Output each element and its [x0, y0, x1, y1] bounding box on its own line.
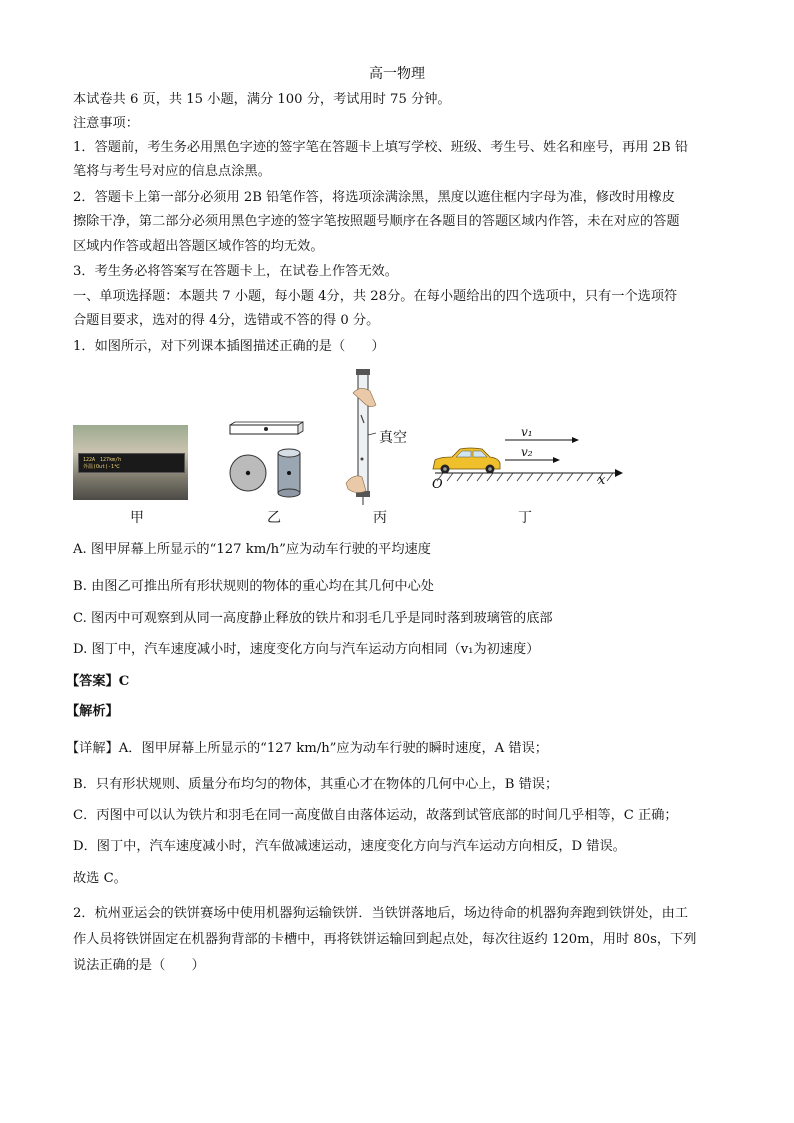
- section-heading: 一、单项选择题：本题共 7 小题，每小题 4分，共 28分。在每小题给出的四个选项中，只有一个选项符: [73, 289, 678, 304]
- notice-1: 1．答题前，考生务必用黑色字迹的签字笔在答题卡上填写学校、班级、考生号、姓名和座号，再用 2B 铅: [73, 140, 689, 155]
- car-velocity-diagram: [433, 437, 623, 481]
- question-2-stem: 2．杭州亚运会的铁饼赛场中使用机器狗运输铁饼．当铁饼落地后，场边待命的机器狗奔跑到铁饼处，由工: [73, 906, 689, 921]
- x-axis-label: x: [598, 473, 606, 488]
- label-ding: 丁: [518, 510, 532, 526]
- analysis-heading: 【解析】: [66, 704, 119, 719]
- label-yi: 乙: [267, 510, 281, 526]
- option-a: A. 图甲屏幕上所显示的“127 km/h”应为动车行驶的平均速度: [73, 542, 431, 557]
- vacuum-tube: [346, 369, 376, 505]
- label-jia: 甲: [130, 510, 144, 526]
- notice-2: 2．答题卡上第一部分必须用 2B 铅笔作答，将选项涂满涂黑，黑度以遮住框内字母为准，修改时用橡皮: [73, 190, 675, 205]
- section-heading-cont: 合题目要求，选对的得 4分，选错或不答的得 0 分。: [73, 313, 380, 328]
- option-c: C. 图丙中可观察到从同一高度静止释放的铁片和羽毛几乎是同时落到玻璃管的底部: [73, 611, 553, 626]
- center-of-gravity-drawings: [230, 422, 303, 497]
- screen-text-1: 122A 127km/h: [83, 457, 122, 463]
- exam-intro: 本试卷共 6 页，共 15 小题，满分 100 分，考试用时 75 分钟。: [73, 92, 451, 107]
- v2-label: v₂: [521, 445, 533, 459]
- question-1-figure: [70, 365, 630, 530]
- question-2-stem-cont2: 说法正确的是（ ）: [73, 958, 205, 973]
- figure-drawings: [70, 365, 630, 505]
- vacuum-label: 真空: [379, 430, 407, 446]
- choose-conclusion: 故选 C。: [73, 871, 127, 886]
- detail-c: C．丙图中可以认为铁片和羽毛在同一高度做自由落体运动，故落到试管底部的时间几乎相等，C 正确；: [73, 808, 678, 823]
- exam-title: 高一物理: [369, 66, 425, 82]
- screen-text-2: 外温(Out)-1℃: [83, 464, 120, 470]
- notice-2-cont: 擦除干净，第二部分必须用黑色字迹的签字笔按照题号顺序在各题目的答题区域内作答，未在对应的答题: [73, 214, 680, 229]
- question-1-stem: 1．如图所示，对下列课本插图描述正确的是（ ）: [73, 339, 385, 354]
- detail-d: D．图丁中，汽车速度减小时，汽车做减速运动，速度变化方向与汽车运动方向相反，D 错误。: [73, 839, 626, 854]
- detail-b: B．只有形状规则、质量分布均匀的物体，其重心才在物体的几何中心上，B 错误；: [73, 777, 559, 792]
- answer: 【答案】C: [66, 674, 130, 689]
- notice-2-cont2: 区域内作答或超出答题区域作答的均无效。: [73, 239, 324, 254]
- detail-a: 【详解】A．图甲屏幕上所显示的“127 km/h”应为动车行驶的瞬时速度，A 错误；: [66, 741, 548, 756]
- notice-3: 3．考生务必将答案写在答题卡上，在试卷上作答无效。: [73, 264, 398, 279]
- notice-1-cont: 笔将与考生号对应的信息点涂黑。: [73, 164, 271, 179]
- v1-label: v₁: [521, 425, 533, 439]
- label-bing: 丙: [373, 510, 387, 526]
- origin-label: O: [432, 477, 443, 492]
- option-d: D. 图丁中，汽车速度减小时，速度变化方向与汽车运动方向相同（v₁为初速度）: [73, 642, 540, 657]
- question-2-stem-cont: 作人员将铁饼固定在机器狗背部的卡槽中，再将铁饼运输回到起点处，每次往返约 120m，用时 80s，下列: [73, 932, 697, 947]
- notice-heading: 注意事项：: [73, 116, 139, 131]
- option-b: B. 由图乙可推出所有形状规则的物体的重心均在其几何中心处: [73, 579, 434, 594]
